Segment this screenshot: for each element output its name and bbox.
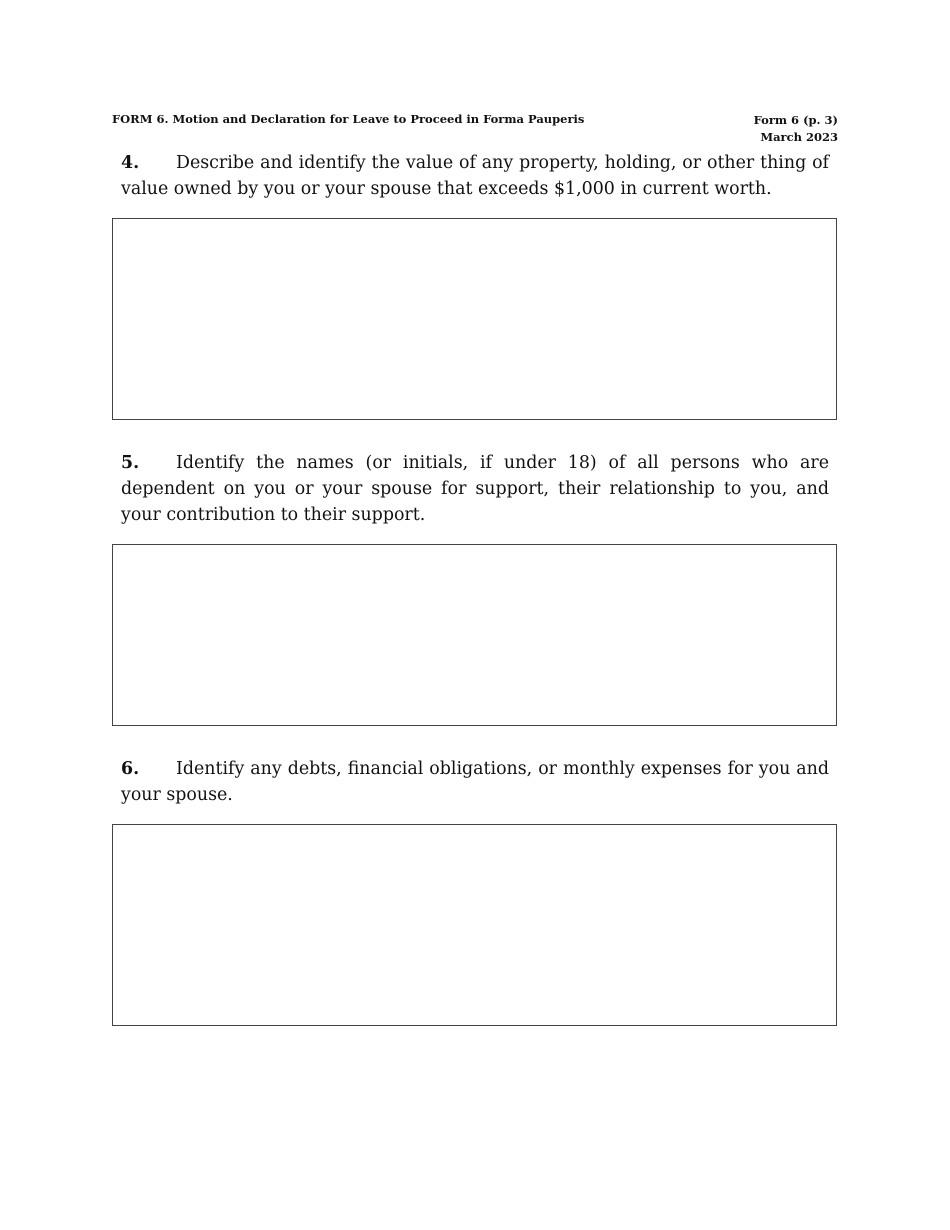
page-label: Form 6 (p. 3): [753, 113, 838, 127]
question-text: Identify any debts, financial obligations, or monthly expenses for you and your spouse.: [121, 759, 829, 805]
answer-box-4[interactable]: [112, 218, 837, 420]
question-text: Identify the names (or initials, if under 18) of all persons who are dependent on you or your spouse for support, their relationship to you, and your contribution to their support.: [121, 453, 829, 525]
form-page-info: [754, 112, 838, 146]
question-6: [121, 757, 829, 809]
question-number: 4.: [121, 153, 140, 173]
question-5: [121, 451, 829, 528]
question-text: Describe and identify the value of any property, holding, or other thing of value owned by you or your spouse that exceeds $1,000 in current worth.: [121, 153, 829, 199]
answer-box-5[interactable]: [112, 544, 837, 726]
form-title: FORM 6. Motion and Declaration for Leave to Proceed in Forma Pauperis: [112, 112, 585, 126]
question-4: [121, 151, 829, 203]
answer-box-6[interactable]: [112, 824, 837, 1026]
question-number: 5.: [121, 453, 140, 473]
question-number: 6.: [121, 759, 140, 779]
form-date: March 2023: [760, 130, 838, 144]
